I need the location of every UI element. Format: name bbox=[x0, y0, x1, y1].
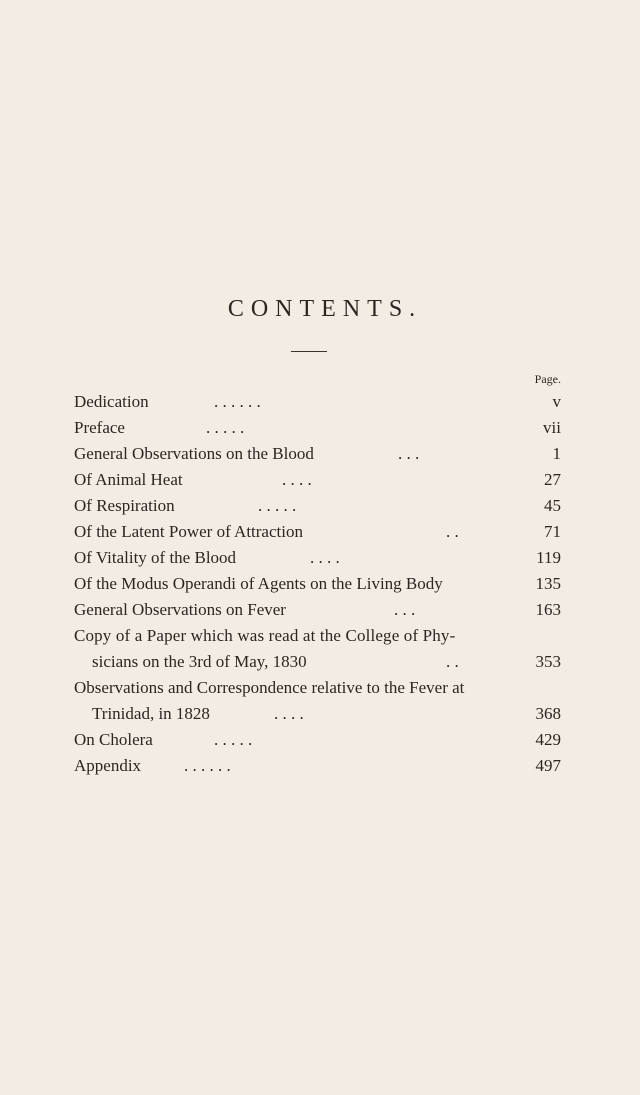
toc-leaders: . . bbox=[446, 522, 459, 541]
toc-entry-title: General Observations on Fever bbox=[74, 600, 286, 619]
toc-page-number: 497 bbox=[535, 756, 561, 775]
toc-page-number: v bbox=[552, 392, 561, 411]
toc-page-number: 368 bbox=[535, 704, 561, 723]
toc-entry-latent-power bbox=[74, 519, 561, 545]
toc-entry-title-continuation: sicians on the 3rd of May, 1830 bbox=[92, 652, 307, 671]
toc-leaders: . . . . . bbox=[258, 496, 297, 515]
toc-leaders: . . . . . . bbox=[184, 756, 231, 775]
toc-page-number: 71 bbox=[544, 522, 561, 541]
toc-entry-dedication bbox=[74, 389, 561, 415]
toc-page-number: 119 bbox=[536, 548, 561, 567]
toc-entry-trinidad bbox=[74, 675, 561, 727]
toc-page-number: 163 bbox=[535, 600, 561, 619]
toc-page-number: 429 bbox=[535, 730, 561, 749]
toc-entry-title: Of Vitality of the Blood bbox=[74, 548, 237, 567]
toc-entry-title: On Cholera bbox=[74, 730, 153, 749]
toc-leaders: . . bbox=[446, 652, 459, 671]
toc-entry-college-paper bbox=[74, 623, 561, 675]
toc-entry-cholera bbox=[74, 727, 561, 753]
toc-entry-vitality bbox=[74, 545, 561, 571]
toc-entry-title: Observations and Correspondence relative to the Fever at bbox=[74, 678, 465, 697]
toc-entry-observations-fever bbox=[74, 597, 561, 623]
toc-leaders: . . . . . bbox=[214, 730, 253, 749]
toc-leaders: . . . bbox=[394, 600, 416, 619]
toc-entry-title: Of Respiration bbox=[74, 496, 175, 515]
toc-entry-title: Of Animal Heat bbox=[74, 470, 183, 489]
toc-entry-general-observations-blood bbox=[74, 441, 561, 467]
toc-entry-title: Preface bbox=[74, 418, 125, 437]
toc-page-number: 45 bbox=[544, 496, 561, 515]
toc-page-number: 135 bbox=[535, 574, 561, 593]
toc-entry-title: Of the Modus Operandi of Agents on the Living Body bbox=[74, 574, 443, 593]
toc-leaders: . . . bbox=[398, 444, 420, 463]
toc-leaders: . . . . bbox=[310, 548, 340, 567]
toc-entry-title: Dedication bbox=[74, 392, 149, 411]
toc-entry-title: Of the Latent Power of Attraction bbox=[74, 522, 303, 541]
toc-entry-appendix bbox=[74, 753, 561, 779]
page-title: CONTENTS. bbox=[227, 296, 423, 322]
title-rule bbox=[291, 351, 327, 352]
toc-leaders: . . . . . . bbox=[214, 392, 261, 411]
toc-entry-title: General Observations on the Blood bbox=[74, 444, 314, 463]
toc-leaders: . . . . bbox=[274, 704, 304, 723]
toc-leaders: . . . . bbox=[282, 470, 312, 489]
table-of-contents bbox=[74, 389, 561, 779]
toc-entry-preface bbox=[74, 415, 561, 441]
toc-page-number: 1 bbox=[552, 444, 561, 463]
toc-page-number: vii bbox=[543, 418, 561, 437]
toc-entry-modus-operandi bbox=[74, 571, 561, 597]
toc-entry-animal-heat bbox=[74, 467, 561, 493]
toc-page-number: 353 bbox=[535, 652, 561, 671]
page-column-label: Page. bbox=[534, 372, 561, 386]
toc-entry-respiration bbox=[74, 493, 561, 519]
toc-leaders: . . . . . bbox=[206, 418, 245, 437]
toc-entry-title-continuation: Trinidad, in 1828 bbox=[92, 704, 210, 723]
toc-page-number: 27 bbox=[544, 470, 561, 489]
toc-entry-title: Appendix bbox=[74, 756, 142, 775]
toc-entry-title: Copy of a Paper which was read at the College of Phy- bbox=[74, 626, 456, 645]
